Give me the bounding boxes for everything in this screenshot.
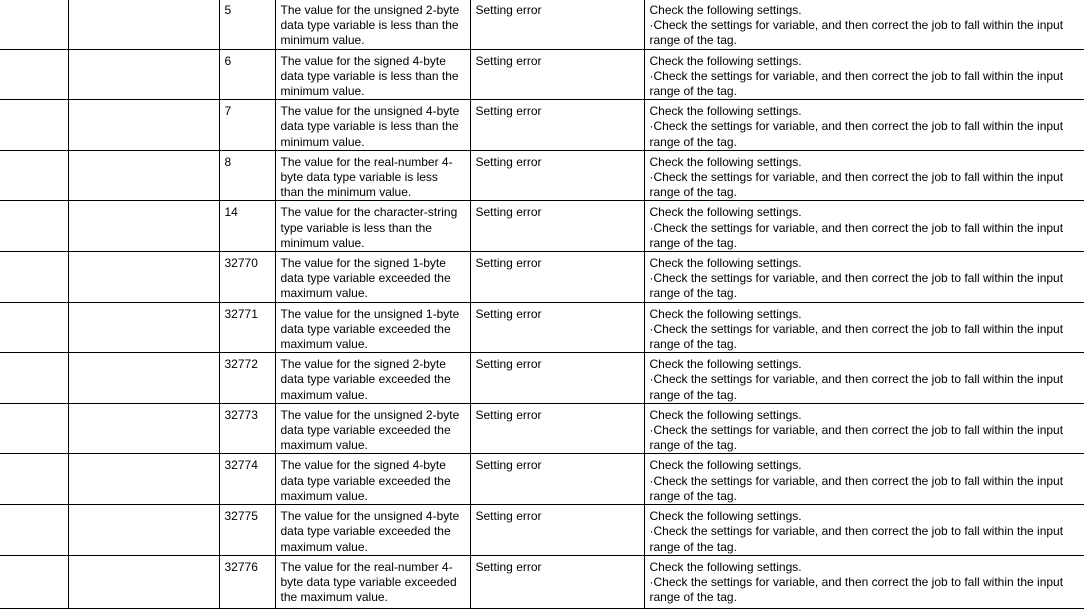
remedy-line: Check the following settings. [649,205,802,220]
remedy-line: ·Check the settings for variable, and then correct the job to fall within the input [649,220,1064,235]
description-line: maximum value. [280,286,368,301]
blank-cell-1 [0,454,68,505]
table-row [0,0,1084,49]
error-code-cell: 32770 [219,252,275,303]
error-description-cell [275,100,470,151]
description-line: The value for the real-number 4- [280,559,453,574]
remedy-line: Check the following settings. [649,104,802,119]
error-type-cell: Setting error [470,555,644,608]
blank-cell-1 [0,252,68,303]
blank-cell-1 [0,201,68,252]
remedy-line: Check the following settings. [649,256,802,271]
remedy-cell [644,100,1084,151]
remedy-cell [644,201,1084,252]
blank-cell-2 [68,49,219,100]
remedy-line: Check the following settings. [649,154,802,169]
remedy-line: range of the tag. [649,134,737,149]
remedy-line: range of the tag. [649,438,737,453]
blank-cell-2 [68,505,219,556]
remedy-cell [644,0,1084,49]
description-line: than the minimum value. [280,185,412,200]
error-code-cell: 32776 [219,555,275,608]
error-description-cell [275,252,470,303]
remedy-line: range of the tag. [649,286,737,301]
error-type-cell: Setting error [470,252,644,303]
remedy-line: ·Check the settings for variable, and then correct the job to fall within the input [649,423,1064,438]
table-row [0,505,1084,556]
remedy-line: ·Check the settings for variable, and then correct the job to fall within the input [649,473,1064,488]
error-type-cell: Setting error [470,505,644,556]
blank-cell-1 [0,100,68,151]
remedy-line: Check the following settings. [649,509,802,524]
description-line: The value for the unsigned 4-byte [280,104,460,119]
blank-cell-2 [68,100,219,151]
description-line: data type variable exceeded the [280,321,451,336]
blank-cell-1 [0,353,68,404]
error-code-cell: 32771 [219,302,275,353]
description-line: type variable is less than the [280,220,432,235]
description-line: maximum value. [280,337,368,352]
blank-cell-2 [68,150,219,201]
blank-cell-1 [0,302,68,353]
description-line: The value for the unsigned 1-byte [280,306,460,321]
description-line: The value for the unsigned 2-byte [280,3,460,17]
error-description-cell [275,201,470,252]
blank-cell-2 [68,555,219,608]
table-row [0,49,1084,100]
remedy-line: Check the following settings. [649,458,802,473]
remedy-line: ·Check the settings for variable, and then correct the job to fall within the input [649,372,1064,387]
description-line: maximum value. [280,488,368,503]
remedy-cell [644,150,1084,201]
description-line: minimum value. [280,235,365,250]
description-line: The value for the signed 4-byte [280,53,446,68]
blank-cell-1 [0,150,68,201]
blank-cell-1 [0,505,68,556]
remedy-line: Check the following settings. [649,53,802,68]
error-description-cell [275,0,470,49]
remedy-cell [644,302,1084,353]
blank-cell-2 [68,454,219,505]
remedy-cell [644,252,1084,303]
blank-cell-1 [0,0,68,49]
error-description-cell [275,49,470,100]
remedy-line: Check the following settings. [649,357,802,372]
remedy-cell [644,353,1084,404]
description-line: minimum value. [280,84,365,99]
table-row [0,150,1084,201]
description-line: byte data type variable is less [280,170,438,185]
description-line: maximum value. [280,539,368,554]
error-description-cell [275,150,470,201]
table-row [0,353,1084,404]
error-type-cell: Setting error [470,353,644,404]
description-line: The value for the unsigned 4-byte [280,509,460,524]
description-line: maximum value. [280,387,368,402]
error-code-cell: 32775 [219,505,275,556]
remedy-cell [644,49,1084,100]
description-line: byte data type variable exceeded [280,574,457,589]
blank-cell-2 [68,403,219,454]
error-type-cell: Setting error [470,454,644,505]
error-type-cell: Setting error [470,403,644,454]
error-description-cell [275,302,470,353]
error-code-cell: 7 [219,100,275,151]
remedy-line: ·Check the settings for variable, and then correct the job to fall within the input [649,271,1064,286]
error-code-cell: 32773 [219,403,275,454]
error-type-cell: Setting error [470,201,644,252]
error-type-cell: Setting error [470,302,644,353]
remedy-line: range of the tag. [649,539,737,554]
remedy-line: Check the following settings. [649,407,802,422]
table-row [0,201,1084,252]
blank-cell-2 [68,252,219,303]
remedy-line: Check the following settings. [649,559,802,574]
remedy-line: range of the tag. [649,235,737,250]
table-row [0,555,1084,608]
error-description-cell [275,403,470,454]
remedy-cell [644,454,1084,505]
description-line: data type variable is less than the [280,119,459,134]
error-type-cell: Setting error [470,100,644,151]
error-description-cell [275,454,470,505]
error-code-cell: 6 [219,49,275,100]
table-row [0,454,1084,505]
error-description-cell [275,505,470,556]
blank-cell-2 [68,0,219,49]
description-line: data type variable exceeded the [280,524,451,539]
table-row [0,252,1084,303]
description-line: data type variable exceeded the [280,423,451,438]
error-type-cell: Setting error [470,0,644,49]
error-code-cell: 32772 [219,353,275,404]
error-code-cell: 14 [219,201,275,252]
remedy-line: ·Check the settings for variable, and then correct the job to fall within the input [649,321,1064,336]
description-line: data type variable exceeded the [280,473,451,488]
remedy-line: range of the tag. [649,84,737,99]
description-line: maximum value. [280,438,368,453]
error-code-cell: 32774 [219,454,275,505]
description-line: The value for the real-number 4- [280,154,453,169]
remedy-line: range of the tag. [649,387,737,402]
description-line: data type variable is less than the [280,68,459,83]
description-line: data type variable is less than the [280,18,459,33]
remedy-line: ·Check the settings for variable, and then correct the job to fall within the input [649,170,1064,185]
remedy-line: ·Check the settings for variable, and then correct the job to fall within the input [649,119,1064,134]
description-line: The value for the unsigned 2-byte [280,407,460,422]
blank-cell-2 [68,353,219,404]
remedy-line: ·Check the settings for variable, and then correct the job to fall within the input [649,574,1064,589]
remedy-line: ·Check the settings for variable, and then correct the job to fall within the input [649,524,1064,539]
description-line: minimum value. [280,134,365,149]
table-row [0,100,1084,151]
remedy-line: range of the tag. [649,590,737,605]
blank-cell-1 [0,49,68,100]
error-type-cell: Setting error [470,150,644,201]
remedy-line: range of the tag. [649,488,737,503]
description-line: data type variable exceeded the [280,271,451,286]
blank-cell-1 [0,555,68,608]
remedy-line: Check the following settings. [649,3,802,17]
description-line: The value for the signed 1-byte [280,256,446,271]
error-code-cell: 8 [219,150,275,201]
description-line: The value for the signed 4-byte [280,458,446,473]
error-type-cell: Setting error [470,49,644,100]
error-code-cell: 5 [219,0,275,49]
description-line: the maximum value. [280,590,388,605]
remedy-cell [644,555,1084,608]
error-description-cell [275,555,470,608]
remedy-line: ·Check the settings for variable, and then correct the job to fall within the input [649,68,1064,83]
blank-cell-1 [0,403,68,454]
remedy-cell [644,505,1084,556]
table-row [0,302,1084,353]
remedy-line: range of the tag. [649,337,737,352]
description-line: The value for the character-string [280,205,458,220]
table-row [0,403,1084,454]
remedy-line: ·Check the settings for variable, and then correct the job to fall within the input [649,18,1064,33]
remedy-line: Check the following settings. [649,306,802,321]
error-description-cell [275,353,470,404]
blank-cell-2 [68,201,219,252]
remedy-line: range of the tag. [649,185,737,200]
remedy-line: range of the tag. [649,33,737,48]
remedy-cell [644,403,1084,454]
blank-cell-2 [68,302,219,353]
description-line: The value for the signed 2-byte [280,357,446,372]
description-line: data type variable exceeded the [280,372,451,387]
description-line: minimum value. [280,33,365,48]
